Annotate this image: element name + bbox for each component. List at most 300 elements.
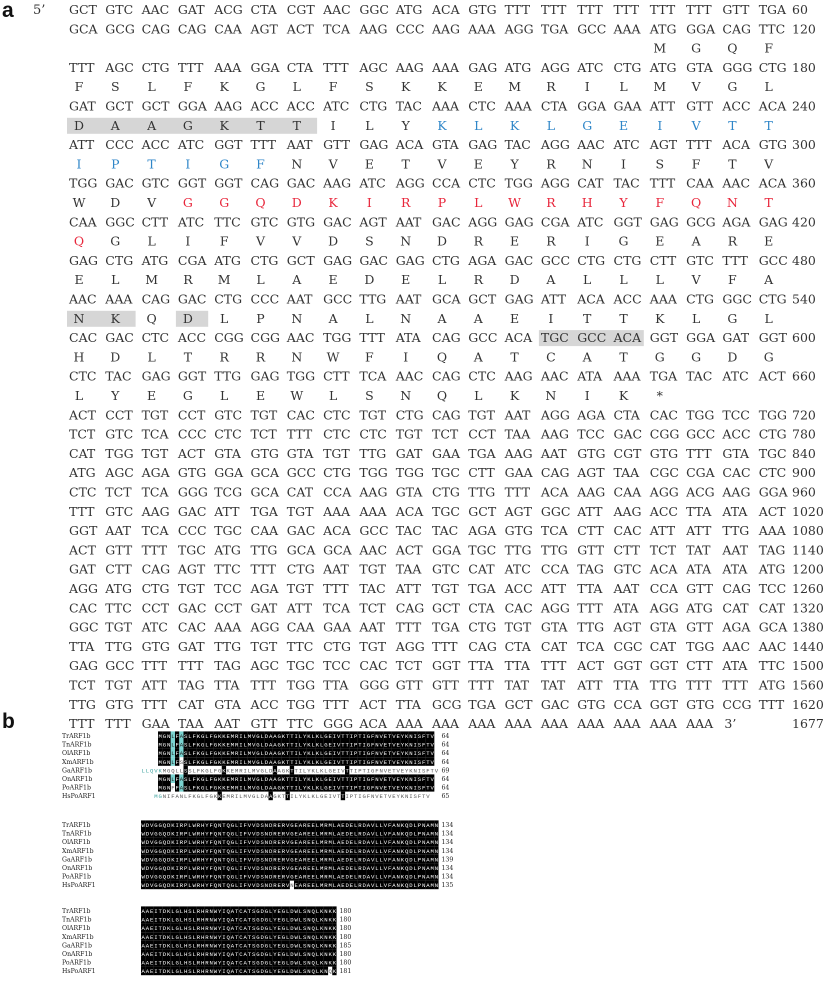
residue: T (285, 733, 290, 740)
residue: H (200, 916, 205, 924)
residue: P (417, 839, 422, 847)
residue: L (179, 933, 184, 941)
residue: K (158, 767, 162, 775)
residue: I (175, 856, 179, 864)
residue: G (324, 776, 328, 783)
residue: S (183, 741, 188, 749)
residue: A (268, 793, 273, 801)
residue: G (200, 758, 205, 766)
residue: R (281, 830, 286, 838)
residue: P (417, 856, 422, 864)
residue: T (341, 733, 345, 740)
position-number: 780 (792, 426, 816, 442)
residue: T (285, 758, 290, 766)
codon: GGG (359, 677, 390, 693)
residue: R (230, 793, 235, 801)
codon: GCA (323, 542, 352, 558)
residue: F (243, 822, 247, 829)
residue: A (392, 847, 396, 855)
residue: L (243, 784, 247, 792)
residue: P (358, 767, 362, 775)
amino-acid: K (509, 117, 520, 133)
residue: E (328, 784, 332, 792)
residue: L (298, 733, 303, 740)
residue: G (256, 733, 260, 740)
codon: ATC (613, 137, 640, 153)
residue: G (281, 916, 286, 924)
residue: T (158, 959, 162, 967)
residue: K (315, 776, 320, 783)
residue: L (285, 968, 290, 976)
residue: G (154, 830, 158, 838)
residue: L (375, 882, 379, 890)
position-number: 300 (792, 137, 816, 153)
codon: TGG (504, 175, 533, 191)
residue: W (294, 933, 298, 941)
codon: CAA (69, 214, 97, 230)
residue: E (277, 882, 281, 890)
residue: G (158, 793, 162, 801)
codon: GTC (250, 214, 279, 230)
residue: S (188, 951, 192, 958)
species-name: TrARF1b (62, 908, 91, 915)
amino-acid: * (656, 388, 663, 403)
residue: D (290, 916, 294, 924)
codon: GTA (214, 445, 241, 461)
residue: C (239, 908, 243, 915)
residue: G (154, 847, 158, 855)
codon: ACC (177, 330, 207, 346)
codon: AAA (649, 716, 677, 732)
amino-acid: G (727, 310, 738, 326)
residue: L (315, 865, 320, 872)
alignment-end-number: 134 (441, 865, 454, 872)
residue: G (230, 865, 235, 872)
residue: L (260, 750, 264, 758)
residue: R (281, 873, 286, 881)
residue: K (332, 968, 337, 976)
residue: E (311, 839, 315, 847)
codon: TTG (468, 484, 496, 500)
position-number: 360 (792, 175, 816, 191)
residue: T (222, 847, 226, 855)
amino-acid: D (328, 233, 339, 249)
residue: A (179, 741, 184, 749)
residue: H (183, 908, 188, 915)
residue: L (319, 750, 324, 758)
residue: L (234, 873, 239, 881)
residue: L (188, 758, 192, 766)
residue: L (247, 767, 252, 775)
codon: TGG (686, 638, 715, 654)
residue: L (243, 733, 247, 740)
residue: F (209, 741, 213, 749)
panel-label-a: a (2, 0, 14, 22)
residue: V (251, 776, 256, 783)
codon: TTC (286, 638, 314, 654)
residue: L (192, 942, 196, 950)
codon: AAG (359, 21, 388, 37)
sequence-row (69, 176, 816, 210)
residue: E (349, 822, 354, 829)
residue: Q (226, 933, 230, 941)
residue: W (213, 933, 218, 941)
codon: TTA (577, 581, 603, 596)
residue: K (404, 758, 409, 766)
codon: TTG (214, 368, 242, 384)
residue: E (396, 758, 400, 766)
codon: TAA (613, 465, 640, 481)
residue: K (222, 758, 226, 766)
sequence-row (68, 465, 816, 480)
residue: V (430, 733, 434, 740)
amino-acid: L (220, 388, 229, 403)
residue: S (188, 908, 192, 915)
amino-acid: K (437, 79, 447, 95)
residue: A (366, 873, 371, 881)
residue: I (413, 776, 417, 783)
species-name: OlARF1b (62, 925, 91, 933)
residue: Y (298, 793, 303, 801)
residue: M (247, 784, 252, 792)
residue: L (315, 793, 320, 801)
residue: K (166, 959, 171, 967)
residue: A (392, 882, 396, 890)
residue: L (268, 933, 273, 941)
residue: R (281, 822, 286, 829)
residue: D (268, 767, 273, 775)
codon: TGT (250, 638, 278, 654)
amino-acid: K (219, 117, 229, 133)
residue: M (328, 865, 332, 872)
codon: GGT (177, 368, 207, 384)
residue: K (400, 830, 405, 838)
residue: L (234, 839, 239, 847)
residue: N (307, 951, 311, 958)
residue: M (230, 776, 235, 783)
codon: AAA (214, 619, 242, 635)
residue: M (158, 750, 162, 758)
codon: GAC (432, 214, 461, 230)
residue: T (285, 776, 290, 783)
amino-acid: F (74, 79, 84, 95)
residue: S (260, 822, 264, 829)
residue: D (256, 865, 260, 872)
codon: TTT (540, 658, 567, 674)
amino-acid: R (727, 233, 738, 249)
residue: I (362, 784, 366, 792)
codon: AGG (540, 407, 570, 423)
residue: T (290, 741, 294, 749)
amino-acid: N (73, 310, 85, 326)
codon: AAC (286, 330, 315, 346)
codon: AAT (395, 291, 422, 307)
residue: G (154, 856, 158, 864)
residue: L (192, 916, 196, 924)
codon: GTC (105, 426, 134, 442)
residue: R (324, 856, 328, 864)
residue: Q (311, 916, 315, 924)
residue: N (217, 856, 222, 864)
residue: L (379, 847, 383, 855)
codon: CAT (69, 445, 96, 461)
codon: CAC (649, 407, 678, 423)
residue: H (200, 951, 205, 958)
codon: TTT (250, 137, 276, 153)
residue: L (179, 968, 184, 976)
residue: I (239, 856, 243, 864)
codon: CCT (214, 600, 242, 616)
codon: GTT (323, 137, 351, 153)
amino-acid: G (255, 79, 266, 95)
residue: R (196, 830, 201, 838)
codon: CTT (613, 542, 640, 558)
amino-acid: S (365, 79, 374, 95)
codon: TCC (214, 581, 242, 596)
residue: E (396, 784, 400, 792)
residue: A (145, 925, 150, 933)
residue: T (222, 882, 226, 890)
alignment-end-number: 64 (441, 776, 450, 783)
residue: A (230, 916, 235, 924)
sequence-row (69, 562, 824, 577)
residue: R (205, 942, 209, 950)
residue: N (375, 750, 379, 758)
species-name: XmARF1b (62, 847, 94, 855)
residue: D (145, 830, 150, 838)
codon: TCC (323, 658, 351, 674)
residue: Q (162, 865, 167, 872)
codon: CTG (105, 252, 134, 268)
residue: G (256, 750, 260, 758)
residue: A (141, 925, 145, 933)
alignment-end-number: 180 (339, 916, 352, 924)
residue: K (222, 784, 226, 792)
residue: L (379, 873, 383, 881)
amino-acid: T (728, 156, 737, 172)
residue: L (315, 942, 320, 950)
residue: A (336, 873, 341, 881)
amino-acid: R (183, 272, 193, 288)
residue: Q (226, 856, 230, 864)
codon: AAG (323, 175, 352, 191)
species-name: PoARF1b (62, 784, 91, 792)
residue: A (264, 793, 269, 801)
codon: GTT (722, 2, 750, 17)
residue: E (332, 767, 337, 775)
residue: I (175, 882, 179, 890)
residue: W (213, 951, 218, 958)
codon: GGT (758, 330, 788, 346)
residue: D (290, 908, 294, 915)
residue: I (332, 733, 337, 740)
residue: I (222, 916, 226, 924)
codon: TTT (141, 696, 168, 712)
residue: L (171, 908, 175, 915)
residue: A (145, 968, 150, 976)
residue: L (192, 968, 196, 976)
residue: Q (404, 882, 409, 890)
residue: N (307, 916, 311, 924)
residue: F (209, 839, 213, 847)
codon: CAA (286, 619, 315, 635)
codon: ACA (504, 330, 533, 346)
residue: L (315, 873, 320, 881)
residue: T (358, 776, 362, 783)
codon: TCT (250, 426, 277, 442)
residue: F (421, 776, 426, 783)
residue: D (166, 856, 171, 864)
residue: W (213, 908, 218, 915)
residue: L (319, 741, 324, 749)
residue: N (404, 793, 409, 801)
residue: L (234, 856, 239, 864)
residue: F (421, 758, 426, 766)
codon: CGA (540, 214, 570, 230)
residue: E (387, 767, 392, 775)
residue: L (413, 839, 417, 847)
codon: TGT (286, 503, 314, 519)
residue: V (247, 793, 252, 801)
amino-acid: L (328, 388, 338, 403)
residue: F (209, 830, 213, 838)
residue: D (409, 882, 413, 890)
codon: TCA (141, 484, 169, 500)
codon: TAT (686, 542, 711, 558)
residue: N (209, 968, 213, 976)
codon: AGG (250, 619, 280, 635)
residue: D (268, 856, 273, 864)
amino-acid: N (400, 388, 412, 403)
residue: W (141, 847, 145, 855)
amino-acid: L (147, 79, 156, 95)
residue: V (149, 873, 154, 881)
amino-acid: M (217, 272, 231, 288)
residue: K (400, 882, 405, 890)
codon: CAG (722, 581, 751, 596)
residue: Y (302, 750, 307, 758)
codon: GCT (141, 98, 170, 114)
residue: E (149, 925, 154, 933)
codon: TTC (214, 561, 241, 577)
residue: A (243, 959, 247, 967)
residue: S (188, 933, 192, 941)
codon: ACA (577, 291, 605, 307)
codon: GAG (69, 658, 98, 674)
residue: D (166, 830, 171, 838)
codon: GCT (105, 98, 134, 114)
residue: Q (213, 873, 218, 881)
residue: A (179, 784, 184, 792)
codon: TGT (504, 619, 532, 635)
residue: T (234, 925, 239, 933)
residue: E (226, 733, 230, 740)
codon: GTG (105, 696, 134, 712)
residue: L (171, 733, 175, 740)
residue: D (345, 822, 349, 829)
residue: I (175, 847, 179, 855)
residue: R (273, 822, 277, 829)
residue: S (302, 968, 307, 976)
residue: I (349, 776, 354, 783)
codon: CAC (613, 523, 642, 539)
residue: N (324, 942, 328, 950)
amino-acid: L (147, 233, 156, 249)
residue: F (209, 865, 213, 872)
residue: V (379, 741, 383, 749)
residue: T (158, 933, 162, 941)
residue: T (426, 758, 430, 766)
residue: P (183, 822, 188, 829)
residue: R (302, 839, 307, 847)
codon: TTT (613, 2, 639, 17)
codon: ATC (359, 175, 386, 191)
codon: TCT (105, 484, 132, 500)
codon: ATT (577, 503, 603, 519)
position-number: 1620 (792, 696, 824, 712)
residue: L (379, 856, 383, 864)
residue: V (154, 767, 158, 775)
residue: D (345, 865, 349, 872)
amino-acid: I (366, 195, 372, 210)
residue: T (387, 750, 392, 758)
residue: E (328, 741, 332, 749)
residue: M (230, 784, 235, 792)
codon: TTT (649, 175, 676, 191)
residue: A (298, 856, 303, 864)
residue: L (188, 873, 192, 881)
codon: TGA (649, 368, 678, 384)
codon: AAA (323, 503, 351, 519)
codon: GGG (177, 484, 208, 500)
residue: A (268, 758, 273, 766)
codon: TTG (504, 542, 532, 558)
residue: D (264, 750, 269, 758)
residue: K (222, 741, 226, 749)
residue: R (273, 882, 277, 890)
codon: TCC (577, 426, 605, 442)
residue: A (230, 933, 235, 941)
residue: Y (400, 741, 405, 749)
codon: AAT (722, 542, 749, 558)
amino-acid: E (74, 272, 84, 288)
residue: Q (226, 968, 230, 976)
amino-acid: R (546, 79, 556, 95)
amino-acid: L (583, 272, 592, 288)
codon: CAT (722, 600, 749, 616)
residue: F (387, 882, 392, 890)
codon: AGA (577, 407, 606, 423)
residue: S (417, 750, 422, 758)
residue: S (302, 959, 307, 967)
residue: A (366, 865, 371, 872)
residue: W (294, 959, 298, 967)
residue: G (154, 822, 158, 829)
residue: L (298, 916, 303, 924)
residue: L (145, 767, 150, 775)
residue: T (247, 968, 252, 976)
residue: R (205, 951, 209, 958)
residue: G (158, 822, 162, 829)
sequence-row (69, 523, 824, 538)
residue: E (341, 856, 345, 864)
codon: CTG (250, 252, 279, 268)
residue: L (332, 847, 337, 855)
residue: G (290, 839, 294, 847)
residue: T (358, 758, 362, 766)
residue: N (209, 908, 213, 915)
residue: I (349, 733, 354, 740)
